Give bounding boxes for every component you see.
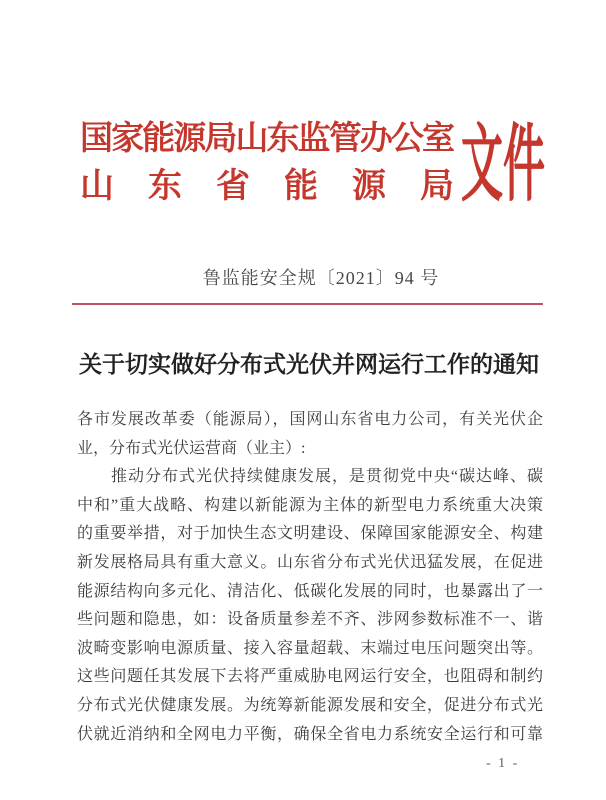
letterhead (80, 116, 452, 212)
body-line: 推动分布式光伏持续健康发展，是贯彻党中央“碳达峰、碳 (77, 468, 543, 486)
body-line: 波畸变影响电源质量、接入容量超载、末端过电压问题突出等。 (77, 639, 543, 657)
doc-type-label: 文件 (461, 119, 546, 212)
red-divider-rule (72, 303, 543, 305)
body-line: 的重要举措，对于加快生态文明建设、保障国家能源安全、构建 (77, 525, 543, 543)
doc-number: 鲁监能安全规〔2021〕94 号 (202, 268, 440, 288)
body-line: 这些问题任其发展下去将严重威胁电网运行安全，也阻碍和制约 (77, 668, 543, 686)
body-line: 中和”重大战略、构建以新能源为主体的新型电力系统重大决策 (77, 496, 543, 514)
body-line: 业，分布式光伏运营商（业主）: (77, 439, 306, 457)
agency-name-line1: 国家能源局山东监管办公室 (80, 121, 452, 157)
document-title: 关于切实做好分布式光伏并网运行工作的通知 (79, 352, 539, 377)
body-line: 新发展格局具有重大意义。山东省分布式光伏迅猛发展，在促进 (77, 553, 543, 571)
page-number: - 1 - (486, 756, 520, 771)
body-line: 伏就近消纳和全网电力平衡，确保全省电力系统安全运行和可靠 (77, 725, 543, 743)
body-line: 各市发展改革委（能源局），国网山东省电力公司，有关光伏企 (77, 411, 543, 428)
body-line: 些问题和隐患，如：设备质量参差不齐、涉网参数标准不一、谐 (77, 611, 543, 629)
body-line: 分布式光伏健康发展。为统筹新能源发展和安全，促进分布式光 (77, 696, 543, 714)
agency-name-line2: 山 东 省 能 源 局 (80, 168, 452, 205)
body-line: 能源结构向多元化、清洁化、低碳化发展的同时，也暴露出了一 (77, 582, 543, 600)
body-paragraphs (77, 406, 543, 749)
